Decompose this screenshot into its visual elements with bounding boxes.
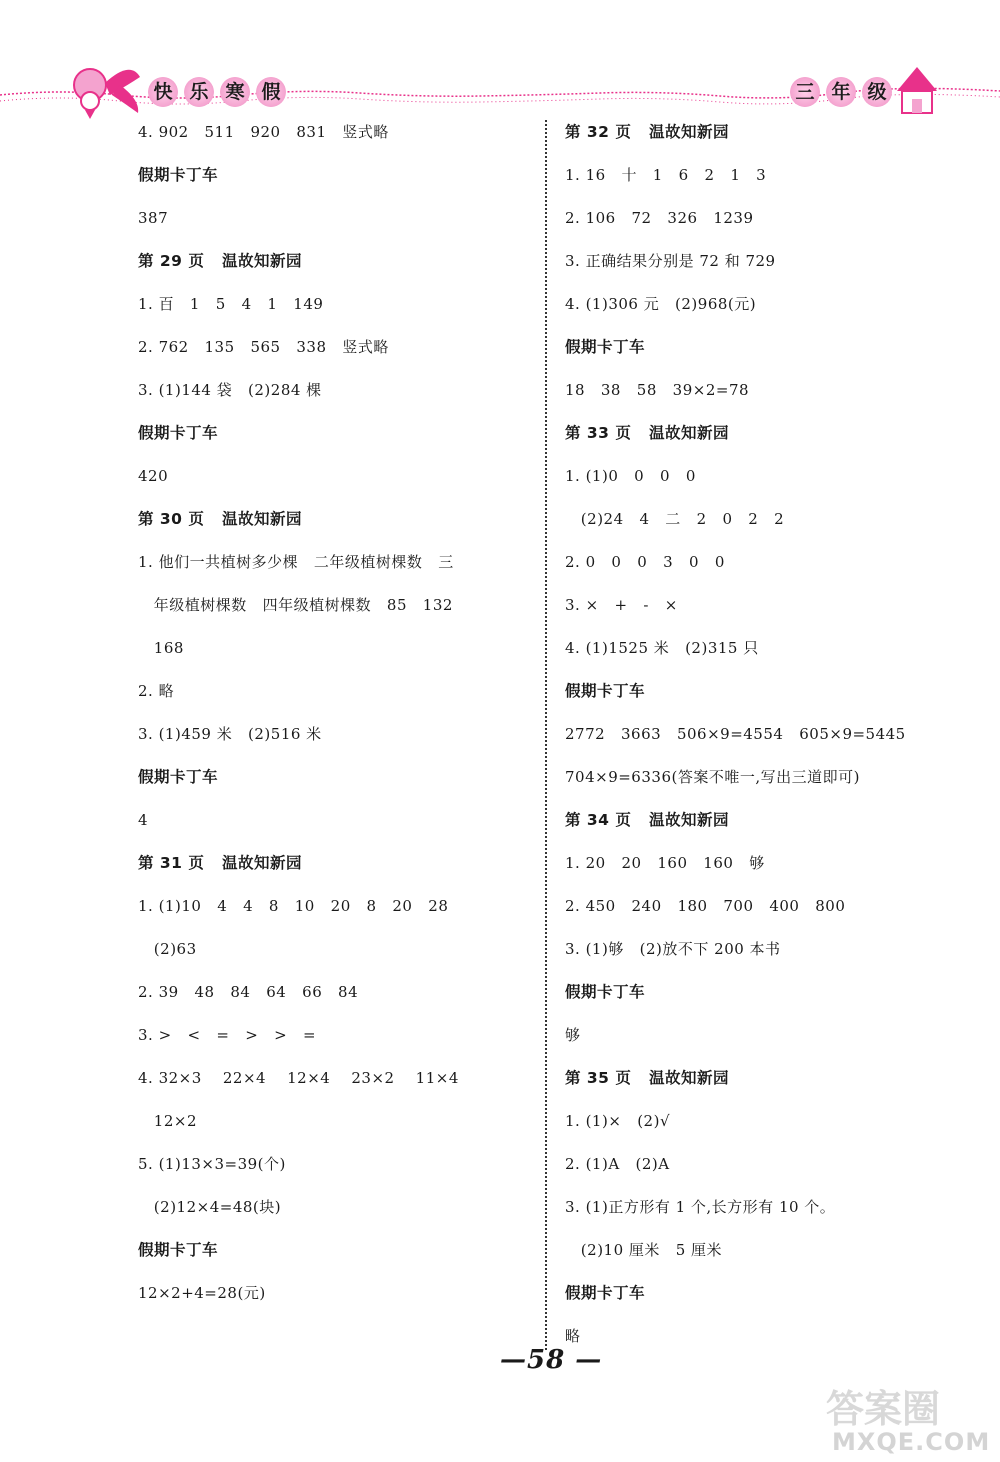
answer-line: 2772 3663 506×9=4554 605×9=5445 bbox=[565, 725, 906, 743]
answer-line: 够 bbox=[565, 1026, 581, 1044]
answer-line: 2. 450 240 180 700 400 800 bbox=[565, 897, 846, 915]
answer-line: 4 bbox=[138, 811, 149, 829]
section-heading: 第 35 页 温故知新园 bbox=[565, 1069, 730, 1087]
answer-column-right bbox=[565, 111, 955, 1358]
section-heading: 假期卡丁车 bbox=[138, 166, 219, 184]
header-char: 级 bbox=[862, 77, 892, 107]
section-heading: 第 29 页 温故知新园 bbox=[138, 252, 303, 270]
section-heading: 假期卡丁车 bbox=[565, 682, 646, 700]
answer-line: 12×2 bbox=[138, 1112, 198, 1130]
answer-line: 1. (1)× (2)√ bbox=[565, 1112, 671, 1130]
answer-line: 4. 902 511 920 831 竖式略 bbox=[138, 123, 389, 141]
answer-line: 1. (1)10 4 4 8 10 20 8 20 28 bbox=[138, 897, 449, 915]
answer-line: 2. (1)A (2)A bbox=[565, 1155, 670, 1173]
house-icon bbox=[897, 67, 937, 113]
answer-line: 2. 略 bbox=[138, 682, 175, 700]
answer-line: 387 bbox=[138, 209, 169, 227]
answer-line: 1. 16 十 1 6 2 1 3 bbox=[565, 166, 767, 184]
watermark-logo: 答案圈 bbox=[826, 1387, 941, 1431]
answer-line: 2. 39 48 84 64 66 84 bbox=[138, 983, 359, 1001]
section-heading: 假期卡丁车 bbox=[138, 1241, 219, 1259]
header-char: 三 bbox=[790, 77, 820, 107]
answer-line: 5. (1)13×3=39(个) bbox=[138, 1155, 286, 1173]
section-heading: 假期卡丁车 bbox=[565, 338, 646, 356]
answer-line: 3. (1)够 (2)放不下 200 本书 bbox=[565, 940, 781, 958]
answer-line: 3. (1)459 米 (2)516 米 bbox=[138, 725, 322, 743]
section-heading: 第 32 页 温故知新园 bbox=[565, 123, 730, 141]
answer-line: 2. 0 0 0 3 0 0 bbox=[565, 553, 725, 571]
answer-line: 4. (1)1525 米 (2)315 只 bbox=[565, 639, 759, 657]
section-heading: 假期卡丁车 bbox=[565, 983, 646, 1001]
header-title-right bbox=[790, 77, 892, 107]
header-char: 年 bbox=[826, 77, 856, 107]
answer-line: 1. (1)0 0 0 0 bbox=[565, 467, 696, 485]
answer-line: 3. > < = > > = bbox=[138, 1026, 317, 1044]
answer-line: (2)10 厘米 5 厘米 bbox=[565, 1241, 723, 1259]
column-divider bbox=[545, 120, 547, 1350]
header-char: 快 bbox=[148, 77, 178, 107]
answer-line: 3. × + - × bbox=[565, 596, 678, 614]
section-heading: 假期卡丁车 bbox=[565, 1284, 646, 1302]
header-char: 寒 bbox=[220, 77, 250, 107]
answer-line: 4. 32×3 22×4 12×4 23×2 11×4 bbox=[138, 1069, 459, 1087]
answer-line: 2. 762 135 565 338 竖式略 bbox=[138, 338, 389, 356]
answer-column-left bbox=[138, 111, 528, 1315]
answer-line: (2)12×4=48(块) bbox=[138, 1198, 282, 1216]
answer-line: 略 bbox=[565, 1327, 581, 1345]
section-heading: 第 31 页 温故知新园 bbox=[138, 854, 303, 872]
answer-line: 1. 他们一共植树多少棵 二年级植树棵数 三 bbox=[138, 553, 454, 571]
page-number: —58 — bbox=[500, 1345, 603, 1375]
header-char: 乐 bbox=[184, 77, 214, 107]
answer-line: 2. 106 72 326 1239 bbox=[565, 209, 754, 227]
answer-line: 4. (1)306 元 (2)968(元) bbox=[565, 295, 757, 313]
answer-line: 1. 20 20 160 160 够 bbox=[565, 854, 765, 872]
answer-line: 1. 百 1 5 4 1 149 bbox=[138, 295, 324, 313]
answer-line: 18 38 58 39×2=78 bbox=[565, 381, 750, 399]
answer-line: 420 bbox=[138, 467, 169, 485]
answer-line: 3. (1)正方形有 1 个,长方形有 10 个。 bbox=[565, 1198, 836, 1216]
section-heading: 第 33 页 温故知新园 bbox=[565, 424, 730, 442]
answer-line: 3. 正确结果分别是 72 和 729 bbox=[565, 252, 776, 270]
answer-line: 168 bbox=[138, 639, 184, 657]
section-heading: 假期卡丁车 bbox=[138, 768, 219, 786]
section-heading: 第 30 页 温故知新园 bbox=[138, 510, 303, 528]
section-heading: 第 34 页 温故知新园 bbox=[565, 811, 730, 829]
answer-line: 年级植树棵数 四年级植树棵数 85 132 bbox=[138, 596, 453, 614]
answer-line: 12×2+4=28(元) bbox=[138, 1284, 266, 1302]
answer-line: 3. (1)144 袋 (2)284 棵 bbox=[138, 381, 322, 399]
header-title-left bbox=[148, 77, 286, 107]
mascot-icon bbox=[74, 69, 140, 119]
section-heading: 假期卡丁车 bbox=[138, 424, 219, 442]
answer-line: (2)63 bbox=[138, 940, 197, 958]
answer-line: 704×9=6336(答案不唯一,写出三道即可) bbox=[565, 768, 860, 786]
answer-line: (2)24 4 二 2 0 2 2 bbox=[565, 510, 785, 528]
watermark-url: MXQE.COM bbox=[832, 1428, 991, 1456]
header-char: 假 bbox=[256, 77, 286, 107]
